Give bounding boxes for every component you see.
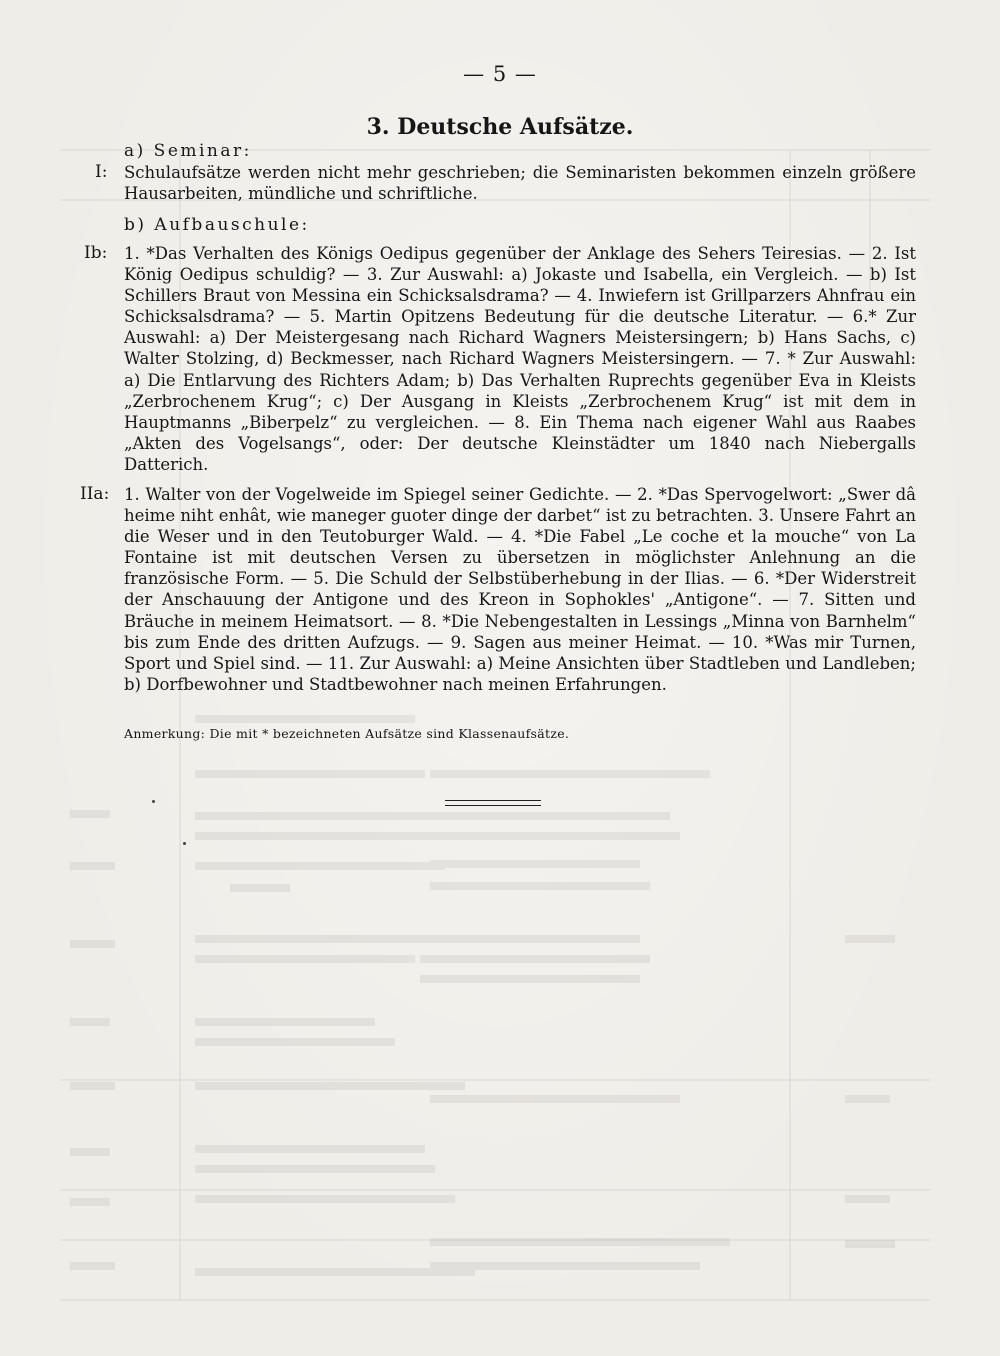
iia-class-label: IIa: xyxy=(80,484,110,504)
ink-speck xyxy=(183,842,186,845)
seminar-paragraph: Schulaufsätze werden nicht mehr geschrieben; die Seminaristen bekommen einzeln größere Hausarbeiten, mündliche und schriftliche. xyxy=(124,163,916,204)
footnote: Anmerkung: Die mit * bezeichneten Aufsätze sind Klassenaufsätze. xyxy=(124,726,570,741)
ib-class-label: Ib: xyxy=(84,243,108,263)
closing-rule-bottom xyxy=(445,805,541,806)
seminar-heading: a) Seminar: xyxy=(124,141,252,161)
section-title: 3. Deutsche Aufsätze. xyxy=(366,114,634,140)
seminar-class-label: I: xyxy=(95,162,108,182)
ib-paragraph: 1. *Das Verhalten des Königs Oedipus gegenüber der Anklage des Sehers Teiresias. — 2. Ist König Oedipus schuldig? — 3. Zur Auswahl: a) Jokaste und Isabella, ein Vergleich. — b) Ist Schillers Braut von Messina ein Schicksalsdrama? — 4. Inwiefern ist Grillparzers Ahnfrau ein Schicksalsdrama? — 5. Martin Opitzens Bedeutung für die deutsche Literatur. — 6.* Zur Auswahl: a) Der Meistergesang nach Richard Wagners Meistersingern; b) Hans Sachs, c) Walter Stolzing, d) Beckmesser, nach Richard Wagners Meistersingern. — 7. * Zur Auswahl: a) Die Entlarvung des Richters Adam; b) Das Verhalten Ruprechts gegenüber Eva in Kleists „Zerbrochenem Krug“; c) Der Ausgang in Kleists „Zerbrochenem Krug“ ist mit dem in Hauptmanns „Biberpelz“ zu vergleichen. — 8. Ein Thema nach eigener Wahl aus Raabes „Akten des Vogelsangs“, oder: Der deutsche Kleinstädter um 1840 nach Niebergalls Datterich. xyxy=(124,244,916,474)
page-number: — 5 — xyxy=(463,62,537,86)
iia-paragraph: 1. Walter von der Vogelweide im Spiegel seiner Gedichte. — 2. *Das Spervogelwort: „Swer dâ heime niht enhât, wie maneger guoter dinge der darbet“ ist zu betrachten. 3. Unsere Fahrt an die Weser und in den Teutoburger Wald. — 4. *Die Fabel „Le coche et la mouche“ von La Fontaine ist mit deutschen Versen zu übersetzen in möglichster Anlehnung an die französische Form. — 5. Die Schuld der Selbstüberhebung in der Ilias. — 6. *Der Widerstreit der Anschauung der Antigone und des Kreon in Sophokles' „Antigone“. — 7. Sitten und Bräuche in meinem Heimatsort. — 8. *Die Nebengestalten in Lessings „Minna von Barnhelm“ bis zum Ende des dritten Aufzugs. — 9. Sagen aus meiner Heimat. — 10. *Was mir Turnen, Sport und Spiel sind. — 11. Zur Auswahl: a) Meine Ansichten über Stadtleben und Landleben; b) Dorfbewohner und Stadtbewohner nach meinen Erfahrungen. xyxy=(124,485,916,694)
aufbauschule-heading: b) Aufbauschule: xyxy=(124,215,310,235)
ink-speck xyxy=(152,800,155,803)
closing-rule-top xyxy=(445,800,541,801)
